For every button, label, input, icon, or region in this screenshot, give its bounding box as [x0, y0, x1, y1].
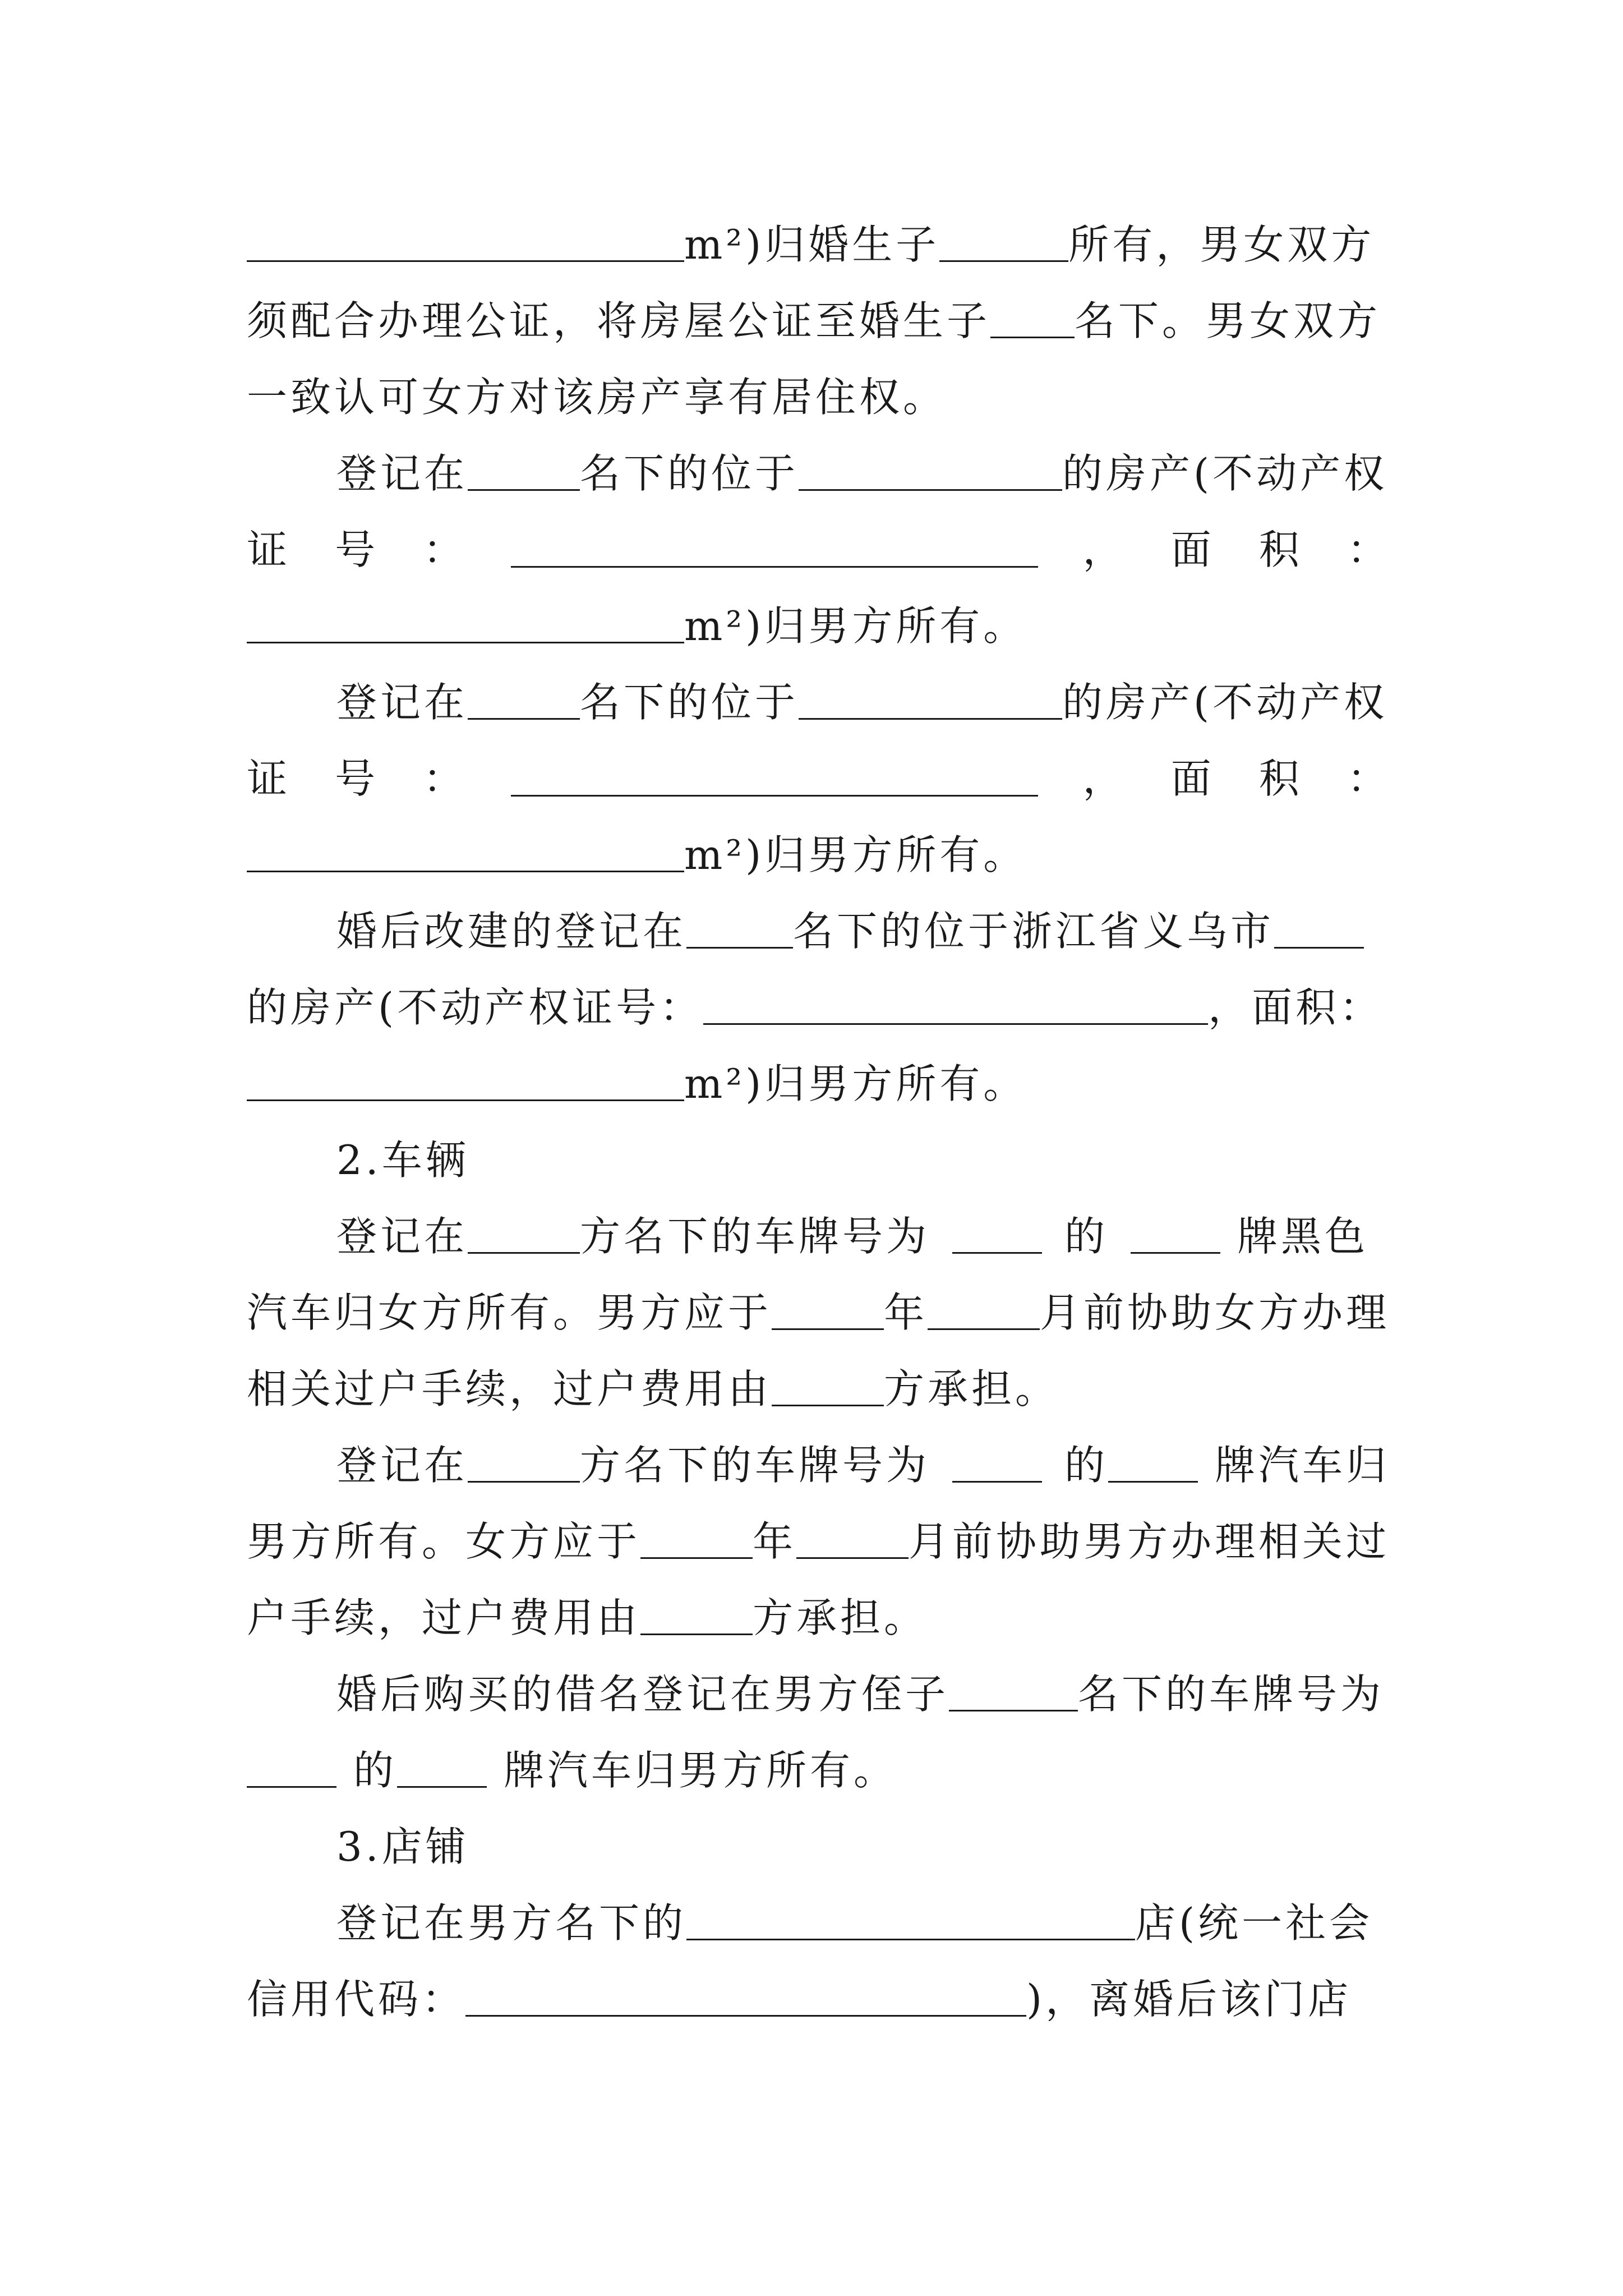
text-segment: 方承担。 [884, 1365, 1059, 1412]
text-line-9 [247, 817, 1391, 893]
text-segment: 登记在男方名下的 [336, 1899, 687, 1947]
text-char: 号 [335, 526, 379, 573]
fill-blank[interactable] [468, 1447, 580, 1483]
text-segment: 月前协助男方办理相关过 [909, 1518, 1390, 1565]
fill-blank[interactable] [990, 303, 1075, 338]
text-line-5 [247, 512, 1391, 588]
text-line-11 [247, 969, 1391, 1046]
text-segment: 男方所有。女方应于 [247, 1518, 641, 1565]
fill-blank[interactable] [939, 227, 1068, 262]
fill-blank[interactable] [511, 532, 1038, 568]
text-line-8 [247, 740, 1391, 817]
text-segment: 的房产(不动产权证号： [247, 984, 704, 1031]
text-segment: 登记在 [336, 1213, 468, 1260]
text-char: ： [423, 526, 467, 573]
fill-blank[interactable] [796, 1524, 909, 1559]
text-line-23 [336, 1885, 1391, 1961]
text-char: ， [1082, 755, 1127, 802]
text-segment: 牌汽车归男方所有。 [504, 1747, 898, 1794]
fill-blank[interactable] [686, 1905, 1135, 1940]
text-segment: 方名下的车牌号为 [580, 1442, 930, 1489]
text-segment: 户手续，过户费用由 [247, 1594, 641, 1641]
text-segment: 月前协助女方办理 [1040, 1289, 1390, 1336]
text-char: 积 [1258, 526, 1303, 573]
fill-blank[interactable] [952, 1447, 1042, 1483]
fill-blank[interactable] [1131, 1218, 1220, 1254]
text-segment: 的 [1064, 1213, 1109, 1260]
text-segment: 牌汽车归 [1215, 1442, 1390, 1489]
text-segment: 婚后改建的登记在 [336, 908, 687, 955]
fill-blank[interactable] [247, 837, 684, 872]
fill-blank[interactable] [247, 227, 684, 262]
fill-blank[interactable] [703, 990, 1208, 1025]
fill-blank[interactable] [949, 1676, 1078, 1711]
text-line-15 [247, 1274, 1391, 1351]
fill-blank[interactable] [468, 684, 580, 720]
text-segment: 名下的位于浙江省义乌市 [793, 908, 1275, 955]
text-segment: 汽车归女方所有。男方应于 [247, 1289, 772, 1336]
text-line-21 [247, 1732, 1391, 1809]
text-line-20 [336, 1656, 1391, 1732]
fill-blank[interactable] [1108, 1447, 1198, 1483]
fill-blank[interactable] [952, 1218, 1042, 1254]
text-segment: ，面积： [1208, 984, 1384, 1031]
fill-blank[interactable] [799, 455, 1062, 491]
section-heading-vehicles [336, 1122, 1391, 1198]
text-segment: 一致认可女方对该房产享有居住权。 [247, 374, 947, 421]
text-segment: m²)归男方所有。 [684, 831, 1027, 878]
text-line-18 [247, 1503, 1391, 1580]
text-segment: 信用代码： [247, 1976, 466, 2023]
text-line-14 [336, 1198, 1391, 1274]
fill-blank[interactable] [640, 1524, 753, 1559]
fill-blank[interactable] [511, 761, 1038, 797]
text-segment: 名下的位于 [580, 679, 799, 726]
text-line-12 [247, 1046, 1391, 1122]
text-segment: 名下。男女双方 [1075, 297, 1381, 344]
text-segment: 相关过户手续，过户费用由 [247, 1365, 772, 1412]
text-segment: 登记在 [336, 679, 468, 726]
text-segment: 登记在 [336, 450, 468, 497]
fill-blank[interactable] [640, 1600, 753, 1635]
text-segment: 2.车辆 [336, 1137, 469, 1184]
text-line-3 [247, 359, 1391, 435]
text-line-24 [247, 1961, 1391, 2037]
text-segment: 方名下的车牌号为 [580, 1213, 930, 1260]
text-segment: 年 [753, 1518, 797, 1565]
text-segment: m²)归男方所有。 [684, 1060, 1027, 1107]
text-char: ： [423, 755, 467, 802]
text-char: ： [1347, 526, 1391, 573]
text-segment: 3.店铺 [336, 1823, 469, 1870]
text-char: 号 [335, 755, 379, 802]
text-segment: 婚后购买的借名登记在男方侄子 [336, 1671, 949, 1718]
text-segment: m²)归婚生子 [684, 221, 940, 268]
fill-blank[interactable] [772, 1295, 884, 1330]
text-char: 面 [1170, 526, 1215, 573]
fill-blank[interactable] [468, 1218, 580, 1254]
text-segment: 年 [884, 1289, 928, 1336]
fill-blank[interactable] [465, 1981, 1026, 2017]
text-line-17 [336, 1427, 1391, 1503]
fill-blank[interactable] [686, 913, 793, 949]
fill-blank[interactable] [799, 684, 1062, 720]
text-segment: 牌黑色 [1237, 1213, 1369, 1260]
text-line-4 [336, 435, 1391, 512]
text-char: 证 [247, 526, 291, 573]
text-char: ， [1082, 526, 1127, 573]
fill-blank[interactable] [772, 1371, 884, 1406]
text-segment: 名下的车牌号为 [1078, 1671, 1385, 1718]
text-char: ： [1347, 755, 1391, 802]
text-char: 积 [1258, 755, 1303, 802]
text-segment: 名下的位于 [580, 450, 799, 497]
text-segment: 须配合办理公证，将房屋公证至婚生子 [247, 297, 991, 344]
text-segment: 所有，男女双方 [1068, 221, 1375, 268]
fill-blank[interactable] [397, 1752, 487, 1788]
text-line-6 [247, 588, 1391, 664]
text-segment: 的 [1064, 1442, 1109, 1489]
text-segment: )，离婚后该门店 [1026, 1976, 1352, 2023]
text-segment: 店(统一社会 [1135, 1899, 1373, 1947]
text-char: 证 [247, 755, 291, 802]
text-segment: 的房产(不动产权 [1062, 679, 1388, 726]
text-line-19 [247, 1580, 1391, 1656]
text-segment: 方承担。 [753, 1594, 928, 1641]
text-segment: 的房产(不动产权 [1062, 450, 1388, 497]
text-segment: 的 [353, 1747, 398, 1794]
fill-blank[interactable] [1274, 913, 1364, 949]
fill-blank[interactable] [468, 455, 580, 491]
section-heading-shops [336, 1809, 1391, 1885]
text-line-10 [336, 893, 1391, 969]
fill-blank[interactable] [928, 1295, 1040, 1330]
text-line-2 [247, 283, 1391, 359]
text-line-7 [336, 664, 1391, 740]
text-segment: 登记在 [336, 1442, 468, 1489]
fill-blank[interactable] [247, 1752, 336, 1788]
text-line-1 [247, 206, 1391, 283]
text-line-16 [247, 1351, 1391, 1427]
text-segment: m²)归男方所有。 [684, 602, 1027, 650]
text-char: 面 [1170, 755, 1215, 802]
fill-blank[interactable] [247, 1066, 684, 1101]
fill-blank[interactable] [247, 608, 684, 643]
